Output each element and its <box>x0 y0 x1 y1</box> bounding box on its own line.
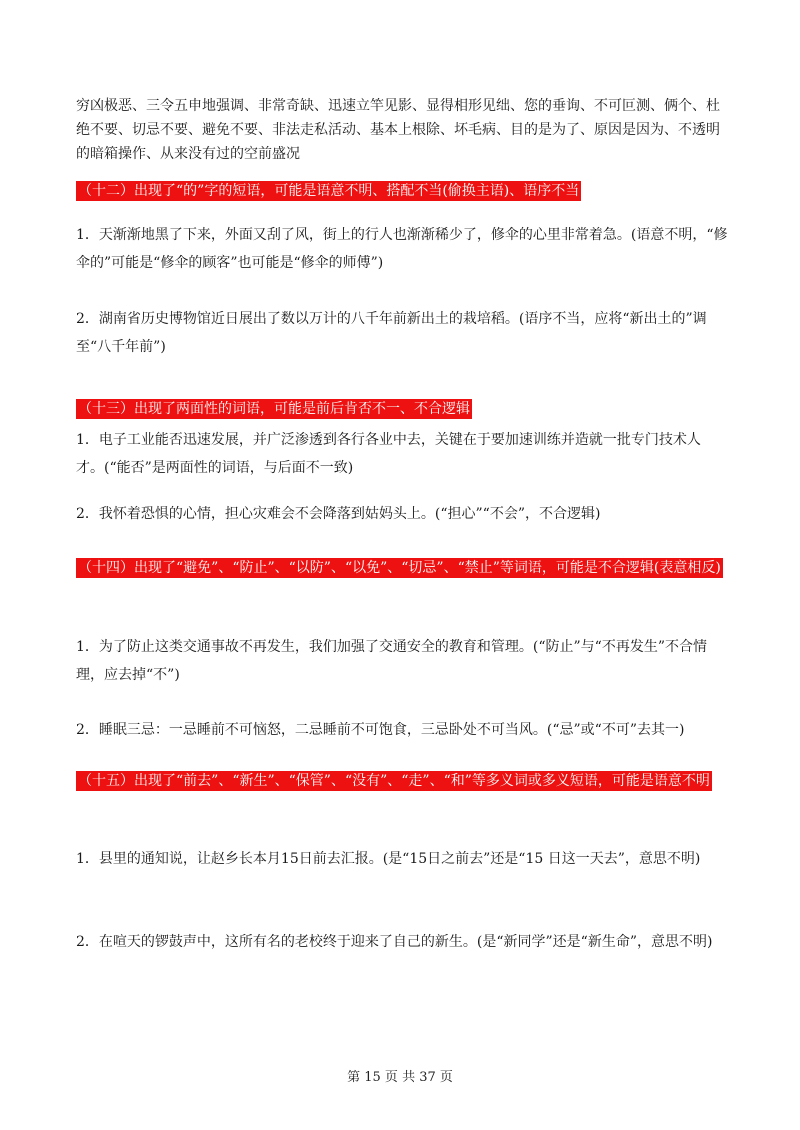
section-13-heading-text: （十三）出现了两面性的词语，可能是前后肯否不一、不合逻辑 <box>78 401 470 417</box>
section-13-heading <box>76 391 546 427</box>
section-12-example-1: 1．天渐渐地黑了下来，外面又刮了风，街上的行人也渐渐稀少了，修伞的心里非常着急。(语意不明，“修伞的”可能是“修伞的顾客”也可能是“修伞的师傅”) <box>76 227 728 271</box>
section-13-example-1: 1．电子工业能否迅速发展，并广泛渗透到各行各业中去，关键在于要加速训练并造就一批专门技术人才。(“能否”是两面性的词语，与后面不一致) <box>76 432 701 476</box>
section-14-heading <box>76 545 728 591</box>
section-15-heading <box>76 761 728 801</box>
section-15-example-2: 2．在喧天的锣鼓声中，这所有名的老校终于迎来了自己的新生。(是“新同学”还是“新生命”，意思不明) <box>76 934 713 950</box>
page-footer: 第 15 页 共 37 页 <box>347 1070 453 1085</box>
section-15-example-1: 1．县里的通知说，让赵乡长本月15日前去汇报。(是“15日之前去”还是“15 日这一天去”，意思不明) <box>76 851 701 867</box>
section-14-example-1: 1．为了防止这类交通事故不再发生，我们加强了交通安全的教育和管理。(“防止”与“不再发生”不合情理，应去掉“不”) <box>76 639 707 683</box>
section-12-example-2: 2．湖南省历史博物馆近日展出了数以万计的八千年前新出土的栽培稻。(语序不当，应将“新出土的”调至“八千年前”) <box>76 311 707 355</box>
section-15-heading-text: （十五）出现了“前去”、“新生”、“保管”、“没有”、“走”、“和”等多义词或多义短语，可能是语意不明 <box>78 773 710 789</box>
section-12-heading <box>76 173 636 209</box>
section-14-example-2: 2．睡眠三忌：一忌睡前不可恼怒，二忌睡前不可饱食，三忌卧处不可当风。(“忌”或“不可”去其一) <box>76 722 685 738</box>
section-14-heading-text: （十四）出现了“避免”、“防止”、“以防”、“以免”、“切忌”、“禁止”等词语，可能是不合逻辑(表意相反) <box>78 560 721 576</box>
section-12-heading-text: （十二）出现了“的”字的短语，可能是语意不明、搭配不当(偷换主语)、语序不当 <box>78 183 580 199</box>
section-13-example-2: 2．我怀着恐惧的心情，担心灾难会不会降落到姑妈头上。(“担心”“不会”，不合逻辑) <box>76 506 601 522</box>
intro-paragraph: 穷凶极恶、三令五申地强调、非常奇缺、迅速立竿见影、显得相形见绌、您的垂询、不可叵测、俩个、杜绝不要、切忌不要、避免不要、非法走私活动、基本上根除、坏毛病、目的是为了、原因是因为、不透明的暗箱操作、从来没有过的空前盛况 <box>76 98 720 162</box>
